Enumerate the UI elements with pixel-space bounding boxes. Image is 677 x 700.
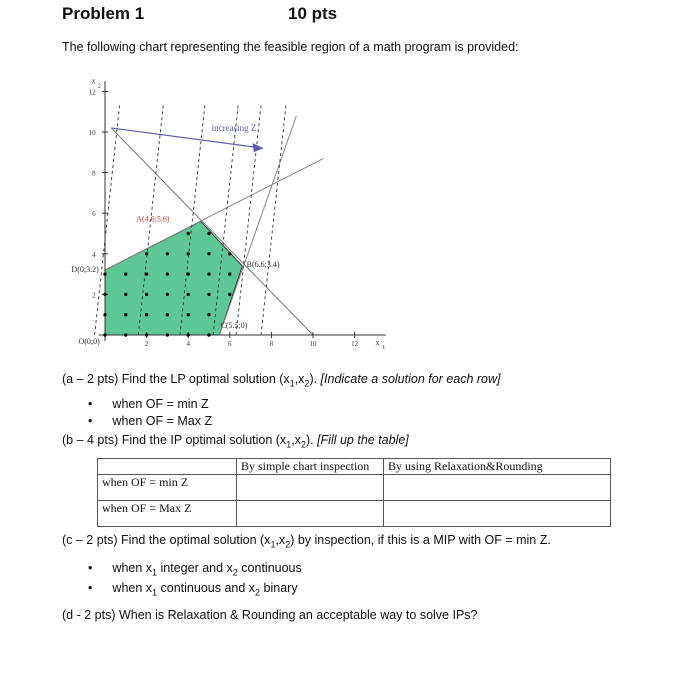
part-b-instruction: [Fill up the table] — [317, 433, 409, 447]
lattice-point — [166, 313, 169, 316]
lattice-point — [166, 333, 169, 336]
point-d-label: D(0;3.2) — [71, 265, 99, 275]
lattice-point — [207, 252, 210, 255]
x-tick-label: 10 — [309, 340, 317, 349]
table-row-label: when OF = Max Z — [98, 501, 237, 527]
y-tick-label: 2 — [92, 291, 96, 300]
table-row — [98, 475, 611, 501]
lattice-point — [124, 313, 127, 316]
lattice-point — [145, 313, 148, 316]
lattice-point — [145, 293, 148, 296]
objective-label: increasing Z — [211, 122, 257, 133]
lattice-point — [124, 293, 127, 296]
y-tick-label: 10 — [88, 129, 96, 137]
x-tick-label: 8 — [269, 340, 274, 349]
objective-iso-line — [236, 106, 261, 335]
lattice-point — [124, 272, 127, 275]
part-b-prompt: (b – 4 pts) Find the IP optimal solution $(x_1,x_2)$. [Fill up the table] — [62, 433, 409, 450]
point-o-label: O(0;0) — [78, 337, 100, 347]
lattice-point — [145, 252, 148, 255]
table-row — [98, 501, 611, 527]
x-tick-label: 4 — [186, 340, 190, 349]
lattice-point — [187, 272, 190, 275]
lattice-point — [145, 333, 148, 336]
intro-text: The following chart representing the feasible region of a math program is provided: — [62, 40, 519, 54]
part-c-bullet-2: • when $x_1$ continuous and $x_2$ binary — [88, 581, 298, 598]
x-tick-label: 2 — [144, 340, 149, 349]
point-c-label: C(5.5;0) — [220, 320, 248, 330]
part-a-bullet-1: • when OF = min Z — [88, 397, 209, 411]
table-cell-relaxation-min[interactable] — [384, 475, 611, 501]
part-a-prompt: (a – 2 pts) Find the LP optimal solution $(x_1,x_2)$. [Indicate a solution for each row] — [62, 372, 501, 389]
lattice-point — [166, 252, 169, 255]
y-tick-label: 8 — [92, 169, 96, 178]
objective-iso-line — [261, 106, 286, 335]
lattice-point — [228, 272, 231, 275]
table-cell-inspection-min[interactable] — [237, 475, 384, 501]
lattice-point — [103, 272, 106, 275]
lattice-point — [166, 272, 169, 275]
lattice-point — [187, 333, 190, 336]
lattice-point — [166, 293, 169, 296]
points-label: 10 pts — [288, 4, 338, 23]
y-tick-label: 12 — [88, 88, 96, 97]
table-header-relaxation: By using Relaxation&Rounding — [384, 459, 611, 475]
y-tick-label: 6 — [92, 210, 96, 219]
lattice-point — [187, 313, 190, 316]
part-d-prompt: (d - 2 pts) When is Relaxation & Rounding an acceptable way to solve IPs? — [62, 608, 478, 622]
table-header-inspection: By simple chart inspection — [237, 459, 384, 475]
part-a-bullet-2: • when OF = Max Z — [88, 414, 213, 428]
x-tick-label: 12 — [351, 340, 359, 349]
table-cell-inspection-max[interactable] — [237, 501, 384, 527]
table-row-label: when OF = min Z — [98, 475, 237, 501]
x-tick-label: 6 — [228, 340, 232, 349]
lattice-point — [187, 252, 190, 255]
y-tick-label: 4 — [92, 250, 96, 259]
point-b-label: B(6.6;3.4) — [246, 259, 280, 269]
y-axis-label: x — [91, 76, 96, 86]
part-a-instruction: [Indicate a solution for each row] — [320, 372, 501, 386]
lattice-point — [207, 333, 210, 336]
ip-solution-table — [97, 458, 611, 527]
lattice-point — [207, 313, 210, 316]
lattice-point — [207, 293, 210, 296]
x-axis-sub: 1 — [382, 345, 386, 352]
lattice-point — [103, 333, 106, 336]
feasible-region-chart — [55, 65, 395, 355]
x-axis-label: x — [375, 338, 380, 348]
part-c-bullet-1: • when $x_1$ integer and $x_2$ continuous — [88, 561, 302, 578]
feasible-region — [105, 221, 242, 335]
lattice-point — [228, 293, 231, 296]
problem-title: Problem 1 — [62, 4, 145, 23]
lattice-point — [103, 313, 106, 316]
lattice-point — [145, 272, 148, 275]
lattice-point — [124, 333, 127, 336]
lattice-point — [207, 272, 210, 275]
lattice-point — [103, 293, 106, 296]
table-cell-relaxation-max[interactable] — [384, 501, 611, 527]
objective-arrowhead — [253, 143, 263, 152]
lattice-point — [187, 293, 190, 296]
part-c-prompt: (c – 2 pts) Find the optimal solution $(x_1,x_2)$ by inspection, if this is a MIP with OF = min Z. — [62, 533, 551, 550]
lattice-point — [187, 232, 190, 235]
lattice-point — [228, 252, 231, 255]
lattice-point — [207, 232, 210, 235]
y-axis-sub: 2 — [97, 83, 101, 90]
table-header-empty — [98, 459, 237, 475]
point-a-label: A(4.6;5.6) — [136, 214, 170, 224]
